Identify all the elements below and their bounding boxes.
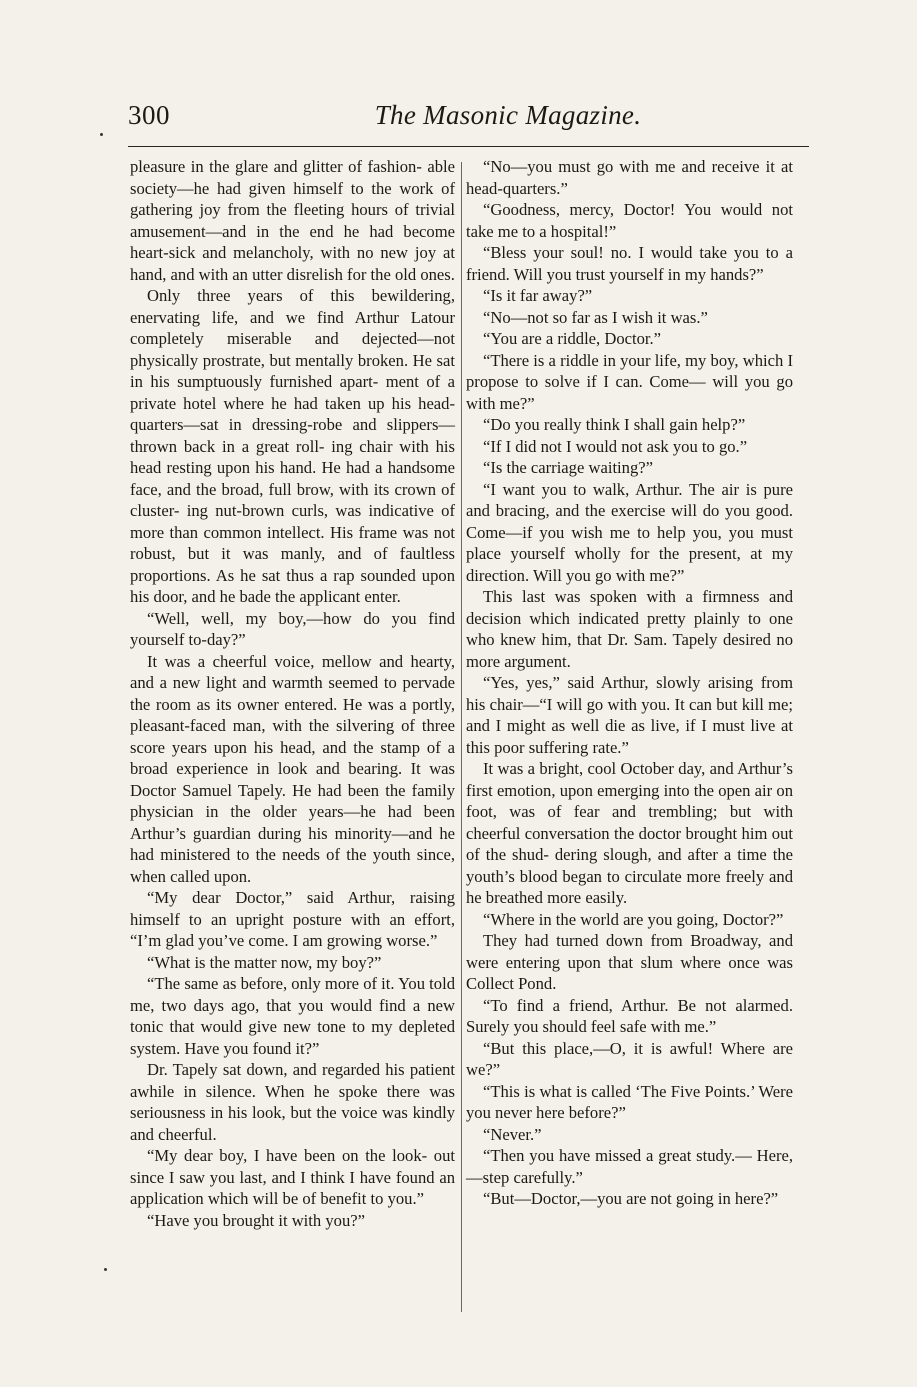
paragraph: “This is what is called ‘The Five Points.’ Were you never here before?” (466, 1081, 793, 1122)
header-rule (128, 146, 809, 147)
paragraph: “Bless your soul! no. I would take you to a friend. Will you trust yourself in my hands?” (466, 243, 793, 284)
left-column (130, 156, 455, 1231)
page-header (128, 100, 808, 140)
paragraph: “You are a riddle, Doctor.” (483, 329, 662, 348)
paragraph: “Goodness, mercy, Doctor! You would not take me to a hospital!” (466, 200, 793, 241)
paragraph: “I want you to walk, Arthur. The air is pure and bracing, and the exercise will do you good. Come—if you wish me to help you, you must place yourself wholly for the present, at my direction. Will you go with me?” (466, 479, 793, 585)
running-title: The Masonic Magazine. (374, 100, 642, 130)
print-speck (104, 1268, 107, 1271)
paragraph: “The same as before, only more of it. You told me, two days ago, that you would find a new tonic that would give new tone to my depleted system. Have you found it?” (130, 974, 455, 1058)
paragraph: “But this place,—O, it is awful! Where are we?” (466, 1038, 793, 1079)
paragraph: “My dear boy, I have been on the look- out since I saw you last, and I think I have found an application which will be of benefit to you.” (130, 1146, 455, 1208)
paragraph: “To find a friend, Arthur. Be not alarmed. Surely you should feel safe with me.” (466, 995, 793, 1036)
paragraph: It was a cheerful voice, mellow and hearty, and a new light and warmth seemed to pervade the room as its owner entered. He was a portly, pleasant-faced man, with the silvering of three score years upon his head, and the stamp of a broad experience in look and bearing. It was Doctor Samuel Tapely. He had been the family physician in the older years—he had been Arthur’s guardian during his minority—and he had ministered to the needs of the youth since, when called upon. (130, 651, 455, 886)
paragraph: “Yes, yes,” said Arthur, slowly arising from his chair—“I will go with you. It can but kill me; and I might as well die as live, if I must live at this poor suffering rate.” (466, 673, 793, 757)
page-number: 300 (128, 100, 170, 130)
paragraph: “But—Doctor,—you are not going in here?” (483, 1189, 779, 1208)
paragraph: “Then you have missed a great study.— Here,—step carefully.” (466, 1146, 793, 1187)
paragraph: pleasure in the glare and glitter of fashion- able society—he had given himself to the work of gathering joy from the fleeting hours of trivial amusement—and in the end he had become heart-sick and melancholy, with no new joy at hand, and with an utter disrelish for the old ones. (130, 157, 455, 284)
paragraph: It was a bright, cool October day, and Arthur’s first emotion, upon emerging into the open air on foot, was of fear and trembling; but with cheerful conversation the doctor brought him out of the shud- dering slough, and after a time the youth’s blood began to circulate more freely and he breathed more easily. (466, 759, 793, 907)
paragraph: “Is the carriage waiting?” (483, 458, 653, 477)
paragraph: “Where in the world are you going, Doctor?” (483, 909, 784, 929)
paragraph: “No—you must go with me and receive it at head-quarters.” (466, 157, 793, 198)
paragraph: “Is it far away?” (483, 286, 593, 305)
paragraph: “My dear Doctor,” said Arthur, raising himself to an upright posture with an effort, “I’m glad you’ve come. I am growing worse.” (130, 888, 455, 950)
paragraph: “What is the matter now, my boy?” (147, 952, 382, 972)
paragraph: “Never.” (483, 1124, 542, 1144)
paragraph: “There is a riddle in your life, my boy, which I propose to solve if I can. Come— will you go with me?” (466, 350, 793, 413)
right-column (466, 156, 793, 1210)
paragraph: Dr. Tapely sat down, and regarded his patient awhile in silence. When he spoke there was seriousness in his look, but the voice was kindly and cheerful. (130, 1060, 455, 1144)
paragraph: They had turned down from Broadway, and were entering upon that slum where once was Collect Pond. (466, 931, 793, 993)
paragraph: “Have you brought it with you?” (147, 1210, 365, 1230)
paragraph: “If I did not I would not ask you to go.” (483, 436, 748, 456)
paragraph: This last was spoken with a firmness and decision which indicated pretty plainly to one who knew him, that Dr. Sam. Tapely desired no more argument. (466, 587, 793, 671)
paragraph: “No—not so far as I wish it was.” (483, 307, 708, 327)
column-divider (461, 162, 462, 1312)
paragraph: “Do you really think I shall gain help?” (483, 415, 746, 434)
paragraph: Only three years of this bewildering, enervating life, and we find Arthur Latour completely miserable and dejected—not physically prostrate, but mentally broken. He sat in his sumptuously furnished apart- ment of a private hotel where he had taken up his head-quarters—sat in dressing-robe and slippers—thrown back in a great roll- ing chair with his head resting upon his hand. He had a handsome face, and the broad, full brow, with its crown of cluster- ing nut-brown curls, was indicative of more than common intellect. His frame was not robust, but it was manly, and of faultless proportions. As he sat thus a rap sounded upon his door, and he bade the applicant enter. (130, 286, 455, 606)
paragraph: “Well, well, my boy,—how do you find yourself to-day?” (130, 608, 455, 649)
print-speck (100, 133, 103, 136)
